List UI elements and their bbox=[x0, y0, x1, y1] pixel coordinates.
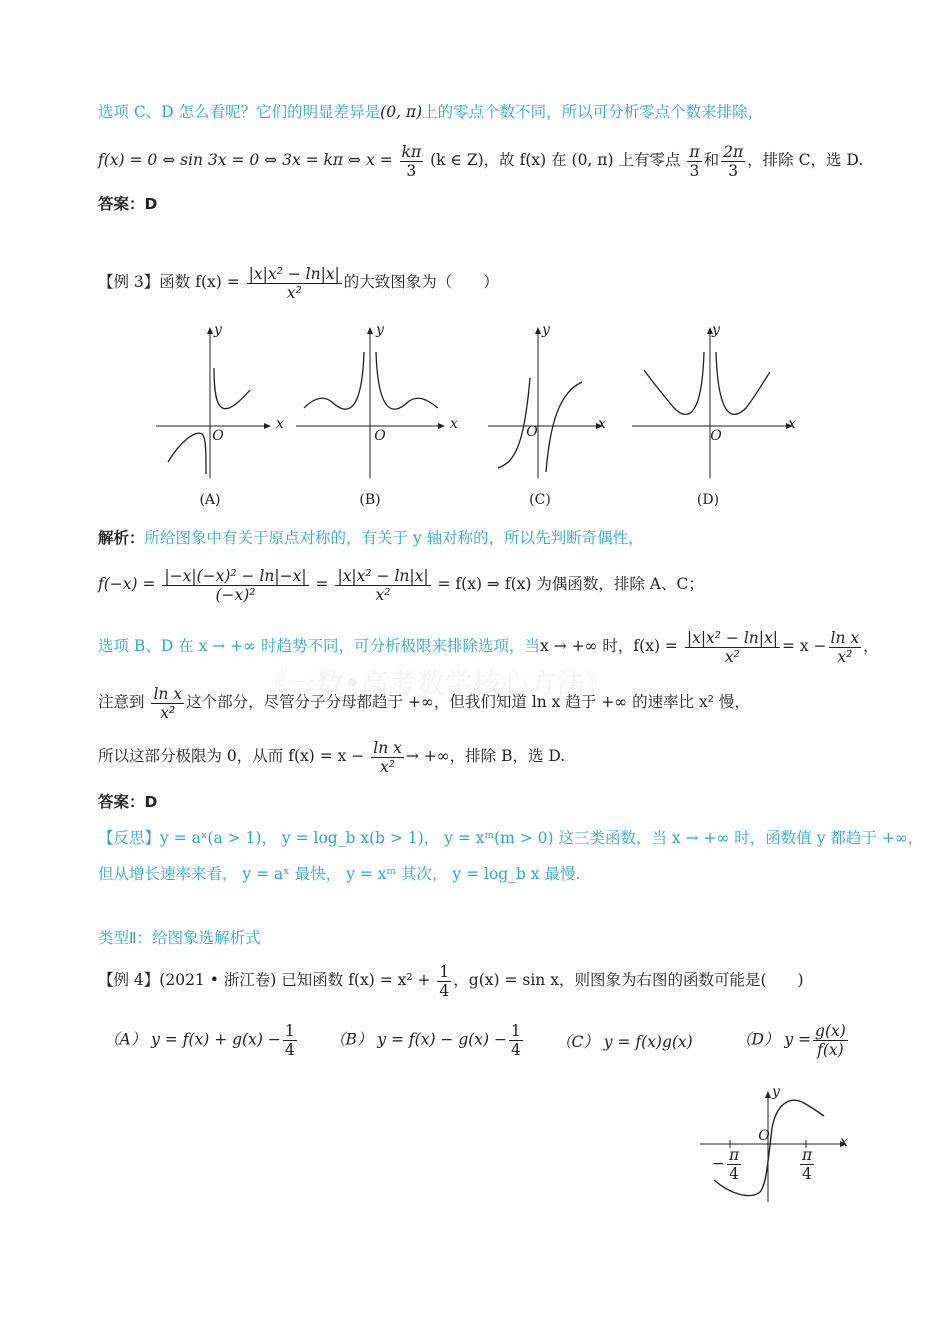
solution-3-line-3: 选项 B、D 在 x → +∞ 时趋势不同，可分析极限来排除选项，当x → +∞ 时，f(x) = $\frac{\text{|x|x² − ln|x|}}{\text{x²}}$ = x − $\frac{\text{ln x}}{\text{x²}}$ ， bbox=[98, 628, 879, 666]
watermark: 《一数•高考数学核心方法》 bbox=[260, 667, 613, 700]
example-4-pos-tick: $\frac{\pi}{4}$ bbox=[802, 1146, 813, 1183]
graph-c-origin: O bbox=[526, 424, 538, 440]
solution-3-line-2: f(−x) = $\frac{\text{|−x|(−x)² − ln|−x|}}{\text{(−x)²}}$ = $\frac{\text{|x|x² − ln|x|}}{\text{x²}}$ = f(x) ⇒ f(x) 为偶函数，排除 A、C； bbox=[98, 566, 704, 604]
graph-b-origin: O bbox=[374, 428, 386, 444]
graph-d bbox=[628, 322, 798, 482]
reflection-line-1: 【反思】y = aˣ(a > 1)， y = log_b x(b > 1)， y = xᵐ(m > 0) 这三类函数，当 x → +∞ 时，函数值 y 都趋于 +∞， bbox=[98, 829, 924, 847]
graph-c-label: (C) bbox=[529, 492, 551, 508]
graph-a-origin: O bbox=[212, 428, 224, 444]
example-4-question: 【例 4】(2021 • 浙江卷) 已知函数 f(x) = x² + $\frac{1}{4}$ ，g(x) = sin x，则图象为右图的函数可能是( ) bbox=[98, 962, 804, 1000]
graph-a bbox=[150, 322, 280, 482]
type-2-title: 类型Ⅱ：给图象选解析式 bbox=[98, 929, 261, 947]
example-3-question: 【例 3】函数 f(x) = $\frac{\text{|x|x² − ln|x|}}{\text{x²}}$ 的大致图象为（ ） bbox=[98, 264, 499, 302]
solution-3-line-5: 所以这部分极限为 0，从而 f(x) = x − $\frac{\text{ln x}}{\text{x²}}$ → +∞，排除 B，选 D. bbox=[98, 738, 566, 776]
example-4-neg-tick: − $\frac{\pi}{4}$ bbox=[712, 1146, 740, 1183]
graph-c-x-label: x bbox=[598, 416, 606, 432]
answer-1: 答案：D bbox=[98, 195, 158, 213]
intro-line-1: 选项 C、D 怎么看呢？它们的明显差异是(0, π)上的零点个数不同，所以可分析零点个数来排除， bbox=[98, 103, 764, 121]
reflection-line-2: 但从增长速率来看， y = aˣ 最快， y = xᵐ 其次， y = log_b x 最慢. bbox=[98, 865, 581, 883]
option-a[interactable]: （A） y = f(x) + g(x) − $\frac{1}{4}$ bbox=[104, 1022, 295, 1059]
solution-3-line-1: 解析：所给图象中有关于原点对称的，有关于 y 轴对称的，所以先判断奇偶性， bbox=[98, 529, 644, 547]
graph-a-x-label: x bbox=[276, 416, 284, 432]
example-4-origin: O bbox=[758, 1128, 770, 1144]
graph-b-y-label: y bbox=[376, 322, 384, 338]
graph-c bbox=[484, 322, 614, 482]
graph-d-origin: O bbox=[710, 428, 722, 444]
intro-line-2: f(x) = 0 ⇔ sin 3x = 0 ⇔ 3x = kπ ⇔ x = $\frac{k\pi}{3}$ (k ∈ Z)，故 f(x) 在 (0, π) 上有零点 $\frac{\pi}{3}$ 和 $\frac{2\pi}{3}$ ，排除 C，选 D. bbox=[98, 142, 864, 180]
answer-2: 答案：D bbox=[98, 793, 158, 811]
example-4-y-label: y bbox=[772, 1084, 780, 1100]
graph-a-y-label: y bbox=[214, 322, 222, 338]
graph-d-y-label: y bbox=[712, 322, 720, 338]
graph-a-label: (A) bbox=[199, 492, 221, 508]
option-c[interactable]: （C） y = f(x)g(x) bbox=[556, 1033, 693, 1051]
graph-d-label: (D) bbox=[696, 492, 720, 508]
graph-b-x-label: x bbox=[450, 416, 458, 432]
solution-3-line-4: 注意到 $\frac{\text{ln x}}{\text{x²}}$ 这个部分，尽管分子分母都趋于 +∞，但我们知道 ln x 趋于 +∞ 的速率比 x² 慢， bbox=[98, 684, 750, 722]
option-b[interactable]: （B） y = f(x) − g(x) − $\frac{1}{4}$ bbox=[330, 1022, 521, 1059]
graph-b-label: (B) bbox=[359, 492, 381, 508]
option-d[interactable]: （D） y = $\frac{g(x)}{f(x)}$ bbox=[736, 1022, 846, 1059]
graph-b bbox=[292, 322, 452, 482]
graph-d-x-label: x bbox=[788, 416, 796, 432]
example-4-x-label: x bbox=[840, 1134, 848, 1150]
graph-c-y-label: y bbox=[542, 322, 550, 338]
